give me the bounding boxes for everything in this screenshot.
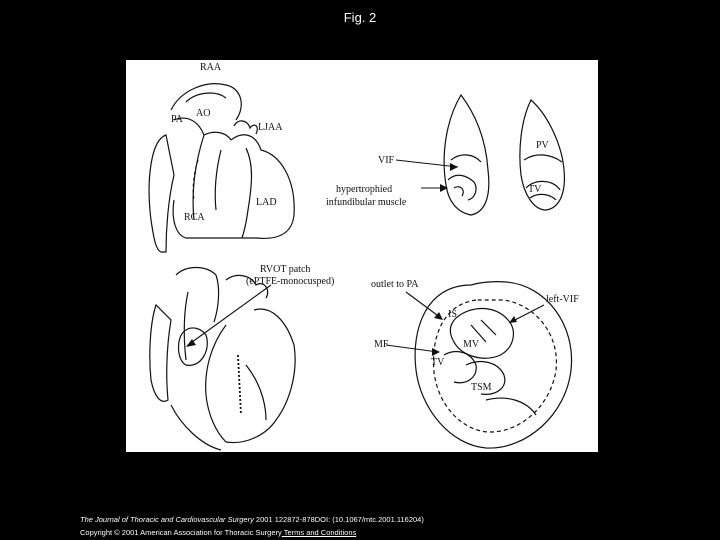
label-mv: MV	[463, 339, 480, 350]
heart-external-view-bottom	[150, 268, 295, 451]
label-ao: AO	[196, 108, 211, 119]
label-tsm: TSM	[471, 382, 492, 393]
label-rvot-patch: RVOT patch	[260, 264, 311, 275]
label-left-vif: left-VIF	[546, 294, 579, 305]
terms-link[interactable]: Terms and Conditions	[281, 528, 357, 537]
label-hypertrophied: hypertrophied	[336, 184, 393, 195]
label-pa: PA	[171, 114, 183, 125]
label-ljaa: LJAA	[258, 122, 283, 133]
heart-external-view-top	[149, 84, 294, 252]
figure-illustration	[126, 60, 598, 452]
label-mf: MF	[374, 339, 389, 350]
figure-title: Fig. 2	[343, 10, 377, 25]
label-outlet-to-pa: outlet to PA	[371, 279, 419, 290]
label-rca: RCA	[184, 212, 205, 223]
label-eptfe: (ePTFE-monocusped)	[246, 276, 335, 287]
label-is: IS	[448, 309, 457, 320]
citation-line	[80, 515, 424, 524]
journal-name: The Journal of Thoracic and Cardiovascular Surgery	[80, 515, 254, 524]
label-infundibular-muscle: infundibular muscle	[326, 197, 407, 208]
label-lad: LAD	[256, 197, 277, 208]
copyright-text: Copyright © 2001 American Association for Thoracic Surgery	[80, 528, 282, 537]
copyright-line	[80, 528, 356, 537]
label-vif: VIF	[378, 155, 395, 166]
heart-diagram	[126, 60, 598, 452]
label-tv-top: TV	[528, 184, 542, 195]
label-raa: RAA	[200, 62, 222, 73]
label-tv-bottom: TV	[431, 357, 445, 368]
citation-text: 2001 122872-878DOI: (10.1067/mtc.2001.116204)	[253, 515, 424, 524]
label-pv: PV	[536, 140, 549, 151]
infundibulum-cross-sections	[444, 95, 564, 215]
